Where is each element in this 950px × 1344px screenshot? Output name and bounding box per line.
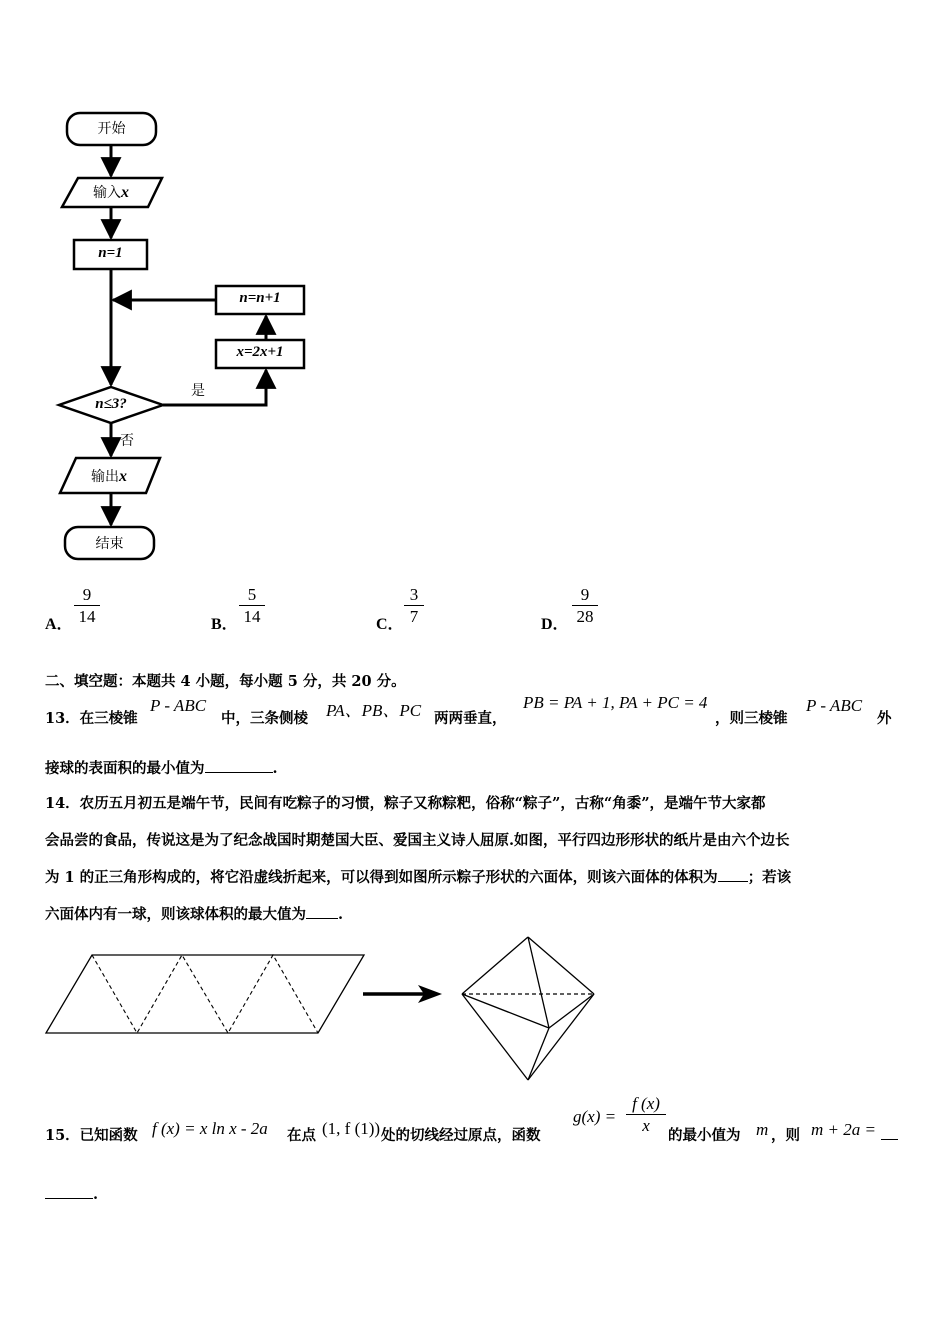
- option-d-label: D．: [541, 616, 569, 633]
- q13-pabc2: P - ABC: [806, 696, 863, 715]
- section-heading: 二、填空题：本题共 4 小题，每小题 5 分，共 20 分。: [45, 673, 406, 690]
- q14-line1: 14．农历五月初五是端午节，民间有吃粽子的习惯，粽子又称粽粑，俗称“粽子”，古称“角黍”，是端午节大家都: [45, 795, 766, 812]
- q13-condition: PB = PA + 1, PA + PC = 4: [523, 693, 708, 712]
- q15-text3: 的最小值为: [668, 1127, 741, 1144]
- q15-g: g(x) =: [573, 1107, 617, 1126]
- q14-line3: 为 1 的正三角形构成的，将它沿虚线折起来，可以得到如图所示粽子形状的六面体，则该六面体的体积为 ；若该: [45, 869, 792, 886]
- q13-text2: 两两垂直，: [434, 710, 507, 727]
- option-c-label: C．: [376, 616, 404, 633]
- hexahedron: [462, 937, 594, 1080]
- option-a-label: A．: [45, 616, 73, 633]
- q15-line2: .: [45, 1184, 98, 1203]
- option-b-fraction: $\frac{5}{14}$: [239, 585, 265, 628]
- q13-text4: 外: [877, 710, 892, 727]
- fold-lines: [92, 955, 318, 1033]
- q13-edges: PA、PB、PC: [326, 701, 422, 720]
- q15-point: (1, f (1)): [322, 1119, 381, 1138]
- q15-func: f (x) = x ln x - 2a: [152, 1119, 268, 1138]
- condition-label: n≤3?: [95, 396, 127, 412]
- q15-expr: m + 2a =: [811, 1120, 876, 1139]
- input-label: 输入x: [93, 184, 129, 201]
- init-label: n=1: [98, 245, 123, 261]
- q15-text1: 在点: [287, 1127, 316, 1144]
- q15-text4: ，则: [771, 1127, 800, 1144]
- q15-prefix: 15．已知函数: [45, 1127, 138, 1144]
- option-a-fraction: $\frac{9}{14}$: [74, 585, 100, 628]
- update-n-label: n=n+1: [239, 290, 281, 306]
- q13-pabc: P - ABC: [150, 696, 207, 715]
- q13-text3: ，则三棱锥: [715, 710, 788, 727]
- no-label: 否: [120, 433, 134, 449]
- q15-text2: 处的切线经过原点，函数: [381, 1127, 541, 1144]
- option-b-label: B．: [211, 616, 238, 633]
- q15-m: m: [756, 1120, 769, 1139]
- q14-line2: 会品尝的食品，传说这是为了纪念战国时期楚国大臣、爱国主义诗人屈原.如图，平行四边形形状的纸片是由六个边长: [45, 832, 790, 849]
- update-x-label: x=2x+1: [236, 344, 284, 360]
- q13-prefix: 13．在三棱锥: [45, 710, 138, 727]
- q14-line4: 六面体内有一球，则该球体积的最大值为 .: [45, 906, 344, 923]
- option-d-fraction: $\frac{9}{28}$: [572, 585, 598, 628]
- start-label: 开始: [97, 121, 126, 137]
- yes-label: 是: [191, 383, 205, 399]
- end-label: 结束: [95, 536, 124, 552]
- q15-g-fraction: $\frac{f (x)}{x}$: [626, 1094, 666, 1137]
- q13-text1: 中，三条侧棱: [221, 710, 308, 727]
- option-c-fraction: $\frac{3}{7}$: [404, 585, 424, 628]
- output-label: 输出x: [91, 468, 127, 485]
- q13-line2: 接球的表面积的最小值为 .: [45, 760, 278, 777]
- q15-blank-part1: [881, 1139, 898, 1140]
- folding-figure: [0, 925, 620, 1095]
